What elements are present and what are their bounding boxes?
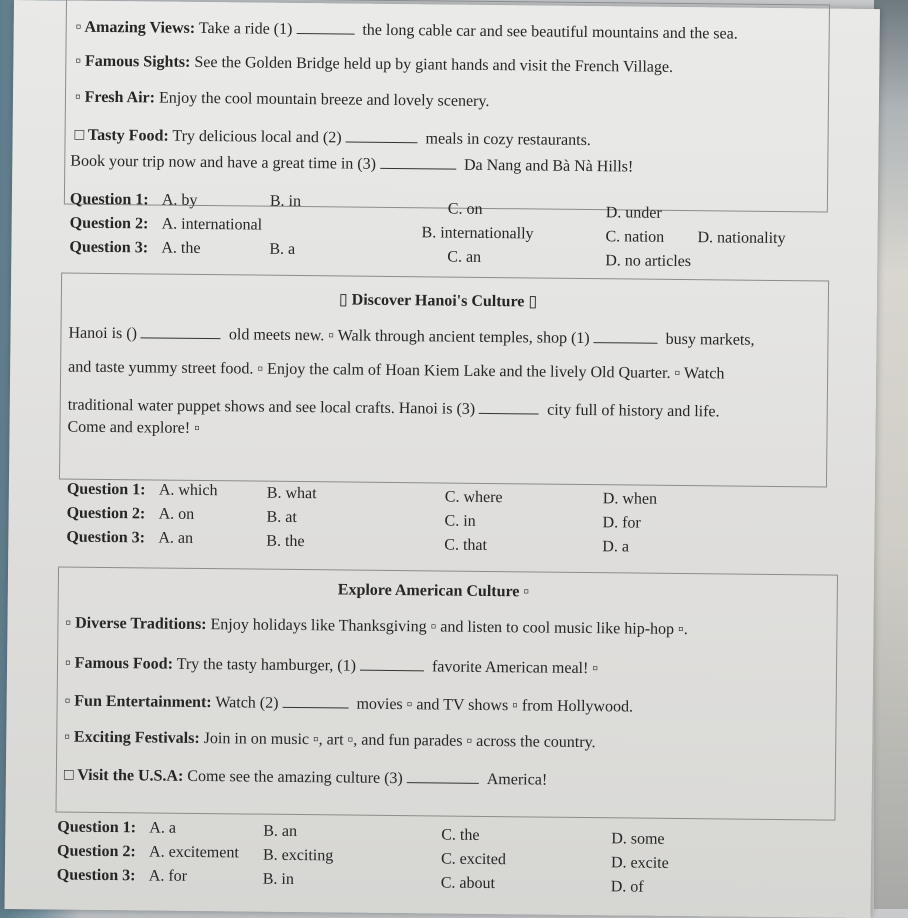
- s1-food-text-a: Try delicious local and (2): [172, 127, 342, 147]
- option-b[interactable]: B. in: [262, 870, 295, 888]
- option-c[interactable]: C. where: [444, 488, 503, 507]
- s3-entertainment-text-b: movies ▫ and TV shows ▫ from Hollywood.: [356, 695, 634, 716]
- s2-text: busy markets,: [665, 330, 755, 349]
- option-c[interactable]: C. nation: [605, 228, 665, 246]
- s1-air-text: Enjoy the cool mountain breeze and lovely scenery.: [158, 89, 490, 110]
- s2-title: ▯ Discover Hanoi's Culture ▯: [338, 291, 538, 311]
- s1-air-heading: ▫ Fresh Air:: [74, 88, 156, 107]
- option-d[interactable]: D. some: [611, 830, 665, 848]
- s3-visit-text-a: Come see the amazing culture (3): [187, 767, 403, 788]
- s3-traditions-heading: ▫ Diverse Traditions:: [65, 614, 207, 634]
- s1-sights-text: See the Golden Bridge held up by giant hands and visit the French Village.: [194, 53, 674, 76]
- option-c[interactable]: C. that: [444, 536, 488, 554]
- s2-para-line2: and taste yummy street food. ▫ Enjoy the calm of Hoan Kiem Lake and the lively Old Quarter. ▫ Watch: [68, 358, 725, 383]
- s3-entertainment-text-a: Watch (2): [215, 694, 279, 712]
- option-b[interactable]: B. what: [266, 484, 317, 503]
- s2-text: city full of history and life.: [547, 401, 720, 421]
- blank-s1-1[interactable]: [296, 19, 354, 35]
- option-a[interactable]: A. for: [148, 867, 188, 885]
- option-a[interactable]: A. which: [158, 481, 218, 500]
- s1-sights-heading: ▫ Famous Sights:: [75, 52, 191, 71]
- blank-s1-2[interactable]: [346, 127, 418, 143]
- s1-views-text-b: the long cable car and see beautiful mountains and the sea.: [362, 21, 738, 43]
- question-label: Question 1:: [66, 480, 146, 499]
- option-d[interactable]: D. excite: [610, 854, 669, 872]
- option-d[interactable]: D. for: [602, 514, 641, 532]
- option-a[interactable]: A. on: [158, 505, 195, 523]
- option-d[interactable]: D. no articles: [605, 252, 692, 271]
- s2-text: old meets new. ▫ Walk through ancient temples, shop (1): [228, 326, 590, 348]
- s3-food-heading: ▫ Famous Food:: [64, 654, 174, 673]
- s2-text: Hanoi is (): [68, 324, 138, 343]
- option-d[interactable]: D. under: [605, 204, 662, 222]
- option-b[interactable]: B. internationally: [421, 224, 534, 243]
- s2-text: traditional water puppet shows and see local crafts. Hanoi is (3): [67, 396, 476, 418]
- option-b[interactable]: B. exciting: [262, 846, 334, 865]
- s3-festivals-heading: ▫ Exciting Festivals:: [64, 728, 200, 747]
- blank-s3-2[interactable]: [282, 693, 348, 709]
- s3-festivals-text: Join in on music ▫, art ▫, and fun parades ▫ across the country.: [203, 730, 596, 752]
- question-label: Question 2:: [66, 504, 146, 523]
- option-c[interactable]: C. in: [444, 512, 476, 530]
- background-edge: [874, 0, 908, 909]
- blank-s3-3[interactable]: [407, 768, 479, 784]
- option-b[interactable]: B. at: [266, 508, 297, 526]
- s1-food-heading: □ Tasty Food:: [74, 126, 169, 145]
- option-b[interactable]: B. a: [269, 240, 296, 258]
- s3-title: Explore American Culture ▫: [337, 581, 530, 601]
- option-a[interactable]: A. by: [161, 191, 198, 209]
- s3-food-text-a: Try the tasty hamburger, (1): [176, 655, 357, 675]
- s3-visit-text-b: America!: [486, 770, 548, 789]
- s1-book-text-b: Da Nang and Bà Nà Hills!: [463, 156, 634, 176]
- option-b[interactable]: B. an: [263, 822, 298, 841]
- option-c[interactable]: C. about: [440, 874, 496, 893]
- s3-visit-heading: □ Visit the U.S.A:: [63, 766, 184, 785]
- blank-s2-1[interactable]: [594, 328, 658, 344]
- question-label: Question 2:: [57, 842, 136, 861]
- option-a[interactable]: A. international: [161, 215, 263, 234]
- option-c[interactable]: C. the: [441, 826, 480, 844]
- blank-s3-1[interactable]: [360, 656, 424, 672]
- option-a[interactable]: A. excitement: [148, 843, 239, 862]
- option-a[interactable]: A. a: [149, 819, 177, 837]
- s3-entertainment-heading: ▫ Fun Entertainment:: [64, 692, 212, 712]
- s1-food-text-b: meals in cozy restaurants.: [425, 130, 591, 150]
- question-label: Question 3:: [66, 528, 146, 547]
- question-label: Question 1:: [57, 818, 137, 837]
- blank-s1-3[interactable]: [380, 154, 456, 170]
- blank-s2-0[interactable]: [141, 323, 221, 339]
- question-label: Question 1:: [69, 190, 149, 209]
- option-d[interactable]: D. nationality: [697, 229, 786, 248]
- option-b[interactable]: B. in: [269, 192, 302, 211]
- s1-book-text-a: Book your trip now and have a great time in (3): [70, 152, 377, 173]
- option-c[interactable]: C. on: [447, 200, 483, 218]
- option-a[interactable]: A. an: [158, 529, 194, 547]
- option-b[interactable]: B. the: [266, 532, 305, 551]
- option-d[interactable]: D. when: [602, 490, 658, 508]
- s2-para-line4: Come and explore! ▫: [67, 418, 200, 437]
- s3-food-text-b: favorite American meal! ▫: [431, 658, 599, 678]
- blank-s2-3[interactable]: [479, 399, 539, 415]
- option-a[interactable]: A. the: [161, 239, 201, 257]
- s3-traditions-text: Enjoy holidays like Thanksgiving ▫ and listen to cool music like hip-hop ▫.: [210, 616, 688, 639]
- option-c[interactable]: C. excited: [440, 850, 506, 869]
- question-label: Question 3:: [69, 238, 149, 257]
- option-c[interactable]: C. an: [447, 248, 482, 266]
- s1-views-heading: ▫ Amazing Views:: [75, 18, 196, 37]
- worksheet-page: [4, 0, 879, 918]
- option-d[interactable]: D. a: [602, 538, 630, 556]
- question-label: Question 3:: [56, 866, 136, 885]
- s1-views-text-a: Take a ride (1): [198, 19, 293, 38]
- option-d[interactable]: D. of: [610, 878, 644, 896]
- question-label: Question 2:: [69, 214, 149, 233]
